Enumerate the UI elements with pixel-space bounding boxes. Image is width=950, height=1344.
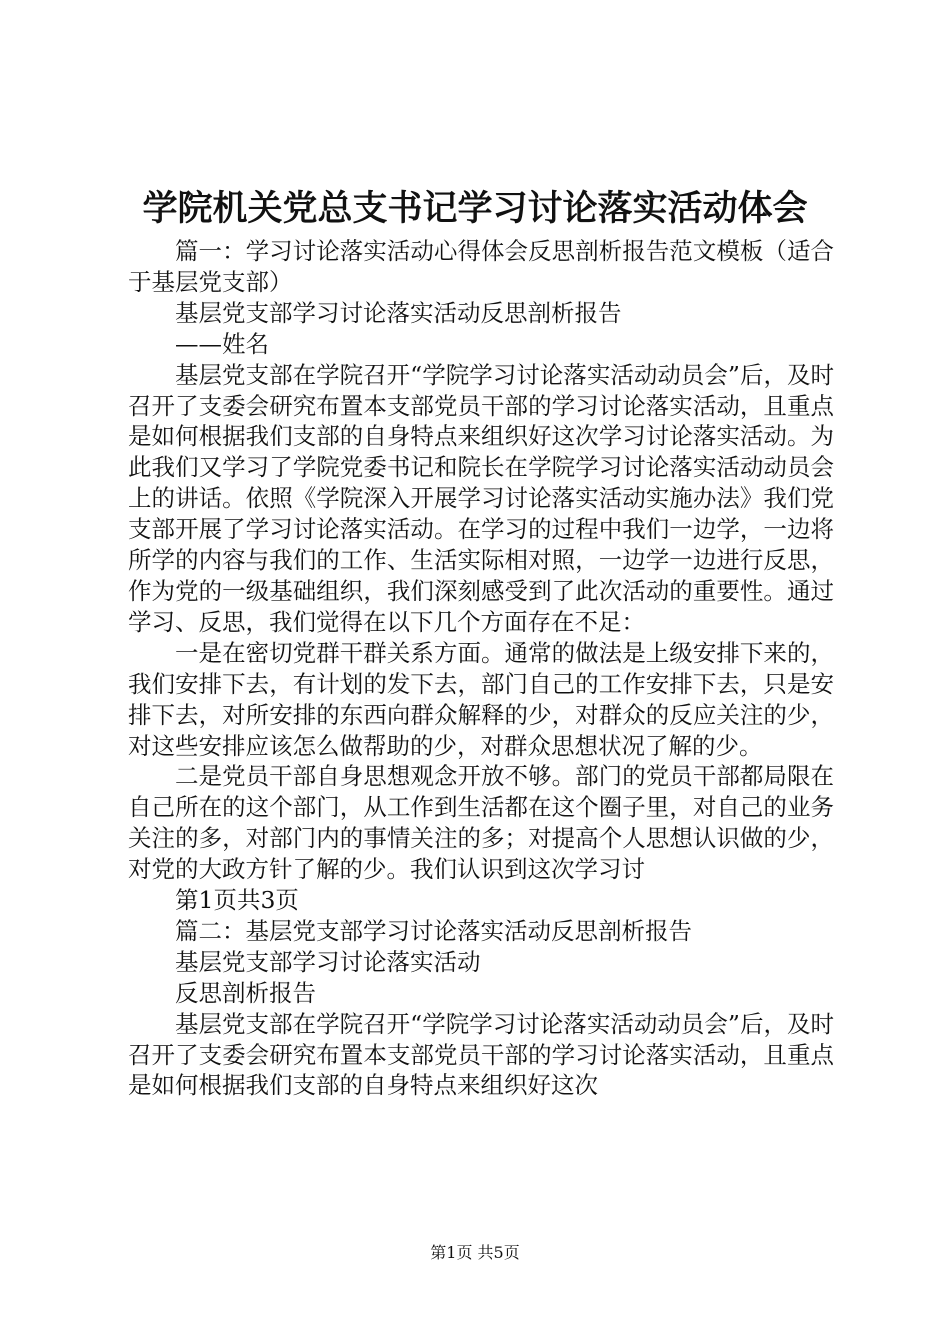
paragraph-report-title: 基层党支部学习讨论落实活动 [175, 947, 481, 976]
paragraph-body: 一是在密切党群干群关系方面。通常的做法是上级安排下来的，我们安排下去，有计划的发下去，部门自己的工作安排下去，只是安排下去，对所安排的东西向群众解释的少，对群众的反应关注的少，对这些安排应该怎么做帮助的少，对群众思想状况了解的少。 [128, 638, 834, 760]
paragraph-body: 二是党员干部自身思想观念开放不够。部门的党员干部都局限在自己所在的这个部门，从工作到生活都在这个圈子里，对自己的业务关注的多，对部门内的事情关注的多；对提高个人思想认识做的少，对党的大政方针了解的少。我们认识到这次学习讨 [128, 762, 834, 884]
paragraph-body: 基层党支部在学院召开“学院学习讨论落实活动动员会”后，及时召开了支委会研究布置本支部党员干部的学习讨论落实活动，且重点是如何根据我们支部的自身特点来组织好这次学习讨论落实活动。为此我们又学习了学院党委书记和院长在学院学习讨论落实活动动员会上的讲话。依照《学院深入开展学习讨论落实活动实施办法》我们党支部开展了学习讨论落实活动。在学习的过程中我们一边学，一边将所学的内容与我们的工作、生活实际相对照，一边学一边进行反思，作为党的一级基础组织，我们深刻感受到了此次活动的重要性。通过学习、反思，我们觉得在以下几个方面存在不足： [128, 360, 834, 636]
document-title: 学院机关党总支书记学习讨论落实活动体会 [142, 188, 808, 229]
paragraph-section-one-heading: 篇一：学习讨论落实活动心得体会反思剖析报告范文模板（适合于基层党支部） [128, 237, 834, 296]
paragraph-report-title: 基层党支部学习讨论落实活动反思剖析报告 [175, 298, 622, 327]
document-body [128, 236, 834, 1101]
paragraph-report-subtitle: 反思剖析报告 [175, 978, 316, 1007]
paragraph-inline-page-number: 第1页共3页 [175, 886, 299, 915]
paragraph-section-two-heading: 篇二：基层党支部学习讨论落实活动反思剖析报告 [175, 916, 692, 945]
paragraph-body: 基层党支部在学院召开“学院学习讨论落实活动动员会”后，及时召开了支委会研究布置本支部党员干部的学习讨论落实活动，且重点是如何根据我们支部的自身特点来组织好这次 [128, 1009, 834, 1100]
paragraph-author-name: ——姓名 [175, 329, 269, 358]
page-footer: 第1页 共5页 [430, 1243, 520, 1262]
